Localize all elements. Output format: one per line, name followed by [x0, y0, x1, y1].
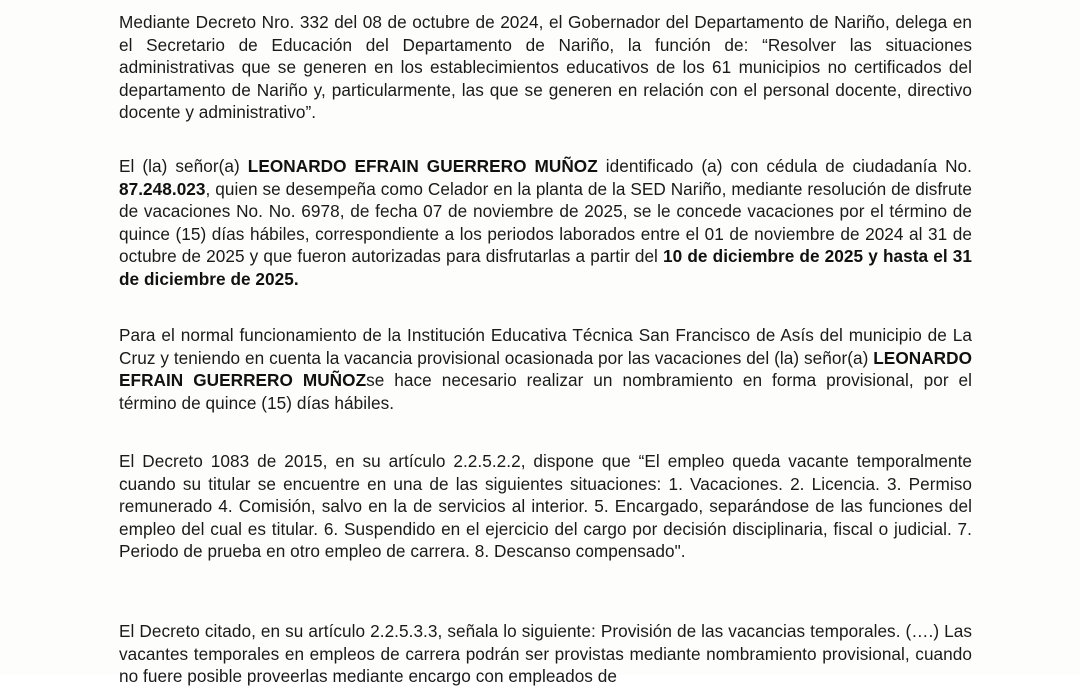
text-run: Para el normal funcionamiento de la Institución Educativa Técnica San Francisco de Asís del municipio de La Cruz y teniendo en cuenta la vacancia provisional ocasionada por las vacaciones del (la) señor(a)	[119, 325, 972, 368]
bold-text-run: LEONARDO EFRAIN GUERRERO MUÑOZ	[247, 156, 598, 176]
text-run: se hace necesario realizar un nombramiento en forma provisional, por el término de quince (15) días hábiles.	[119, 370, 972, 413]
bold-text-run: 10 de diciembre de 2025 y hasta el 31 de diciembre de 2025.	[119, 246, 972, 289]
bold-text-run: LEONARDO EFRAIN GUERRERO MUÑOZ	[119, 347, 972, 391]
paragraph-vacancia-provisional	[119, 324, 972, 414]
paragraph-decreto-332	[119, 11, 972, 124]
text-run: , quien se desempeña como Celador en la planta de la SED Nariño, mediante resolución de disfrute de vacaciones No. No. 6978, de fecha 07 de noviembre de 2025, se le concede vacaciones por el término de quince (15) días hábiles, correspondiente a los periodos laborados entre el 01 de noviembre de 2024 al 31 de octubre de 2025 y que fueron autorizadas para disfrutarlas a partir del	[119, 178, 972, 267]
text-run: El Decreto citado, en su artículo 2.2.5.3.3, señala lo siguiente: Provisión de las vacancias temporales. (….) Las vacantes temporales en empleos de carrera podrán ser provistas mediante nombramiento provisional, cuando no fuere posible proveerlas mediante encargo con empleados de	[119, 621, 972, 687]
text-run: identificado (a) con cédula de ciudadanía No.	[597, 156, 972, 176]
bold-text-run: 87.248.023	[119, 178, 206, 199]
paragraph-provision-vacancias	[119, 620, 972, 688]
text-run: El (la) señor(a)	[119, 156, 248, 176]
text-run: Mediante Decreto Nro. 332 del 08 de octubre de 2024, el Gobernador del Departamento de Nariño, delega en el Secretario de Educación del Departamento de Nariño, la función de: “Resolver las situaciones administrativas que se generen en los establecimientos educativos de los 61 municipios no certificados del departamento de Nariño y, particularmente, las que se generen en relación con el personal docente, directivo docente y administrativo”.	[119, 12, 972, 123]
text-run: El Decreto 1083 de 2015, en su artículo 2.2.5.2.2, dispone que “El empleo queda vacante temporalmente cuando su titular se encuentre en una de las siguientes situaciones: 1. Vacaciones. 2. Licencia. 3. Permiso remunerado 4. Comisión, salvo en la de servicios al interior. 5. Encargado, separándose de las funciones del empleo del cual es titular. 6. Suspendido en el ejercicio del cargo por decisión disciplinaria, fiscal o judicial. 7. Periodo de prueba en otro empleo de carrera. 8. Descanso compensado".	[119, 451, 972, 562]
paragraph-vacaciones-celador	[119, 155, 972, 291]
paragraph-decreto-1083	[119, 450, 972, 563]
